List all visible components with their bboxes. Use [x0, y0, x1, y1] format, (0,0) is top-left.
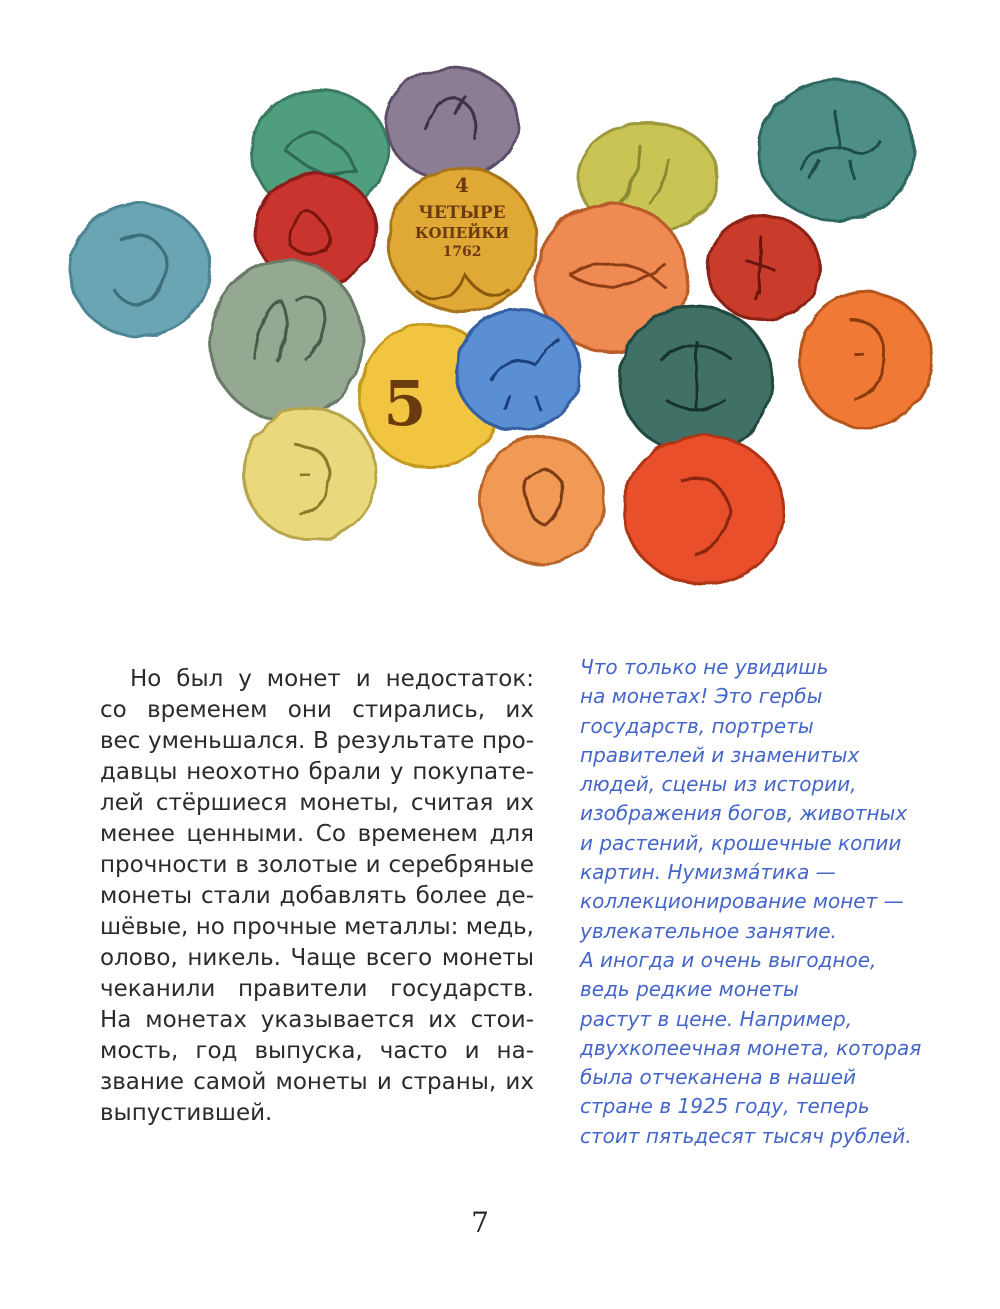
side-note-line: растут в цене. Например,	[580, 1006, 853, 1031]
side-note-line: на монетах! Это гербы	[580, 684, 823, 709]
side-note-line: Что только не увидишь	[580, 655, 829, 679]
side-note-line: двухкопеечная монета, которая	[580, 1035, 922, 1060]
main-text-line: На монетах указывается их стои-	[100, 1007, 534, 1033]
main-text-line: вес уменьшался. В результате про-	[100, 728, 534, 754]
coin-red-portrait	[624, 436, 784, 584]
coin-pale-portrait	[244, 408, 376, 540]
main-text-line: Но был у монет и недостаток:	[130, 666, 534, 692]
main-text-line: звание самой монеты и страны, их	[100, 1069, 534, 1095]
coin-teal-portrait	[70, 204, 210, 336]
side-note-line: картин. Нумизма́тика —	[580, 860, 836, 885]
main-text	[100, 664, 534, 1129]
side-note-line: ведь редкие монеты	[580, 977, 799, 1002]
main-text-line: со временем они стирались, их	[100, 697, 534, 723]
side-note-line: коллекционирование монет —	[580, 889, 904, 914]
main-text-line: олово, никель. Чаще всего монеты	[100, 945, 534, 971]
coin-teal-st-george	[758, 80, 914, 220]
coin-kopeck-word2: КОПЕЙКИ	[414, 224, 510, 242]
side-note-line: людей, сцены из истории,	[580, 772, 857, 797]
coin-dark-eagle	[620, 306, 772, 454]
main-text-line: лей стёршиеся монеты, считая их	[100, 790, 534, 816]
side-note-line: изображения богов, животных	[580, 801, 908, 826]
coin-orange-portrait	[800, 292, 932, 428]
coin-grey-monogram	[210, 260, 362, 420]
coin-euro-digit: 5	[383, 367, 427, 440]
main-text-line: монеты стали добавлять более де-	[100, 883, 534, 909]
coin-orange-bust	[480, 436, 604, 564]
coin-kopeck-year: 1762	[442, 244, 482, 260]
main-text-line: прочности в золотые и серебряные	[100, 852, 534, 878]
coin-purple-rider	[386, 68, 518, 180]
coins-illustration	[0, 0, 1000, 600]
main-text-line: мость, год выпуска, часто и на-	[100, 1038, 534, 1064]
main-text-line: выпустившей.	[100, 1100, 273, 1126]
coin-red-warrior	[708, 216, 820, 320]
side-note-line: стране в 1925 году, теперь	[580, 1094, 870, 1119]
side-note-line: государств, портреты	[580, 713, 814, 738]
main-text-line: менее ценными. Со временем для	[100, 821, 534, 847]
coin-kopeck-word1: ЧЕТЫРЕ	[418, 203, 506, 223]
side-note	[580, 653, 932, 1151]
side-note-line: увлекательное занятие.	[580, 918, 837, 943]
side-note-line: А иногда и очень выгодное,	[580, 947, 877, 972]
side-note-line: и растений, крошечные копии	[580, 830, 902, 855]
main-text-line: давцы неохотно брали у покупате-	[100, 759, 534, 785]
main-text-line: чеканили правители государств.	[100, 976, 534, 1002]
side-note-line: стоит пятьдесят тысяч рублей.	[580, 1123, 912, 1148]
main-text-line: шёвые, но прочные металлы: медь,	[100, 914, 534, 940]
side-note-line: была отчеканена в нашей	[580, 1065, 857, 1090]
coin-kopeck-number: 4	[455, 173, 469, 197]
side-note-line: правителей и знаменитых	[580, 742, 860, 767]
coin-blue-pegasus	[456, 310, 580, 430]
page-number: 7	[471, 1206, 489, 1239]
